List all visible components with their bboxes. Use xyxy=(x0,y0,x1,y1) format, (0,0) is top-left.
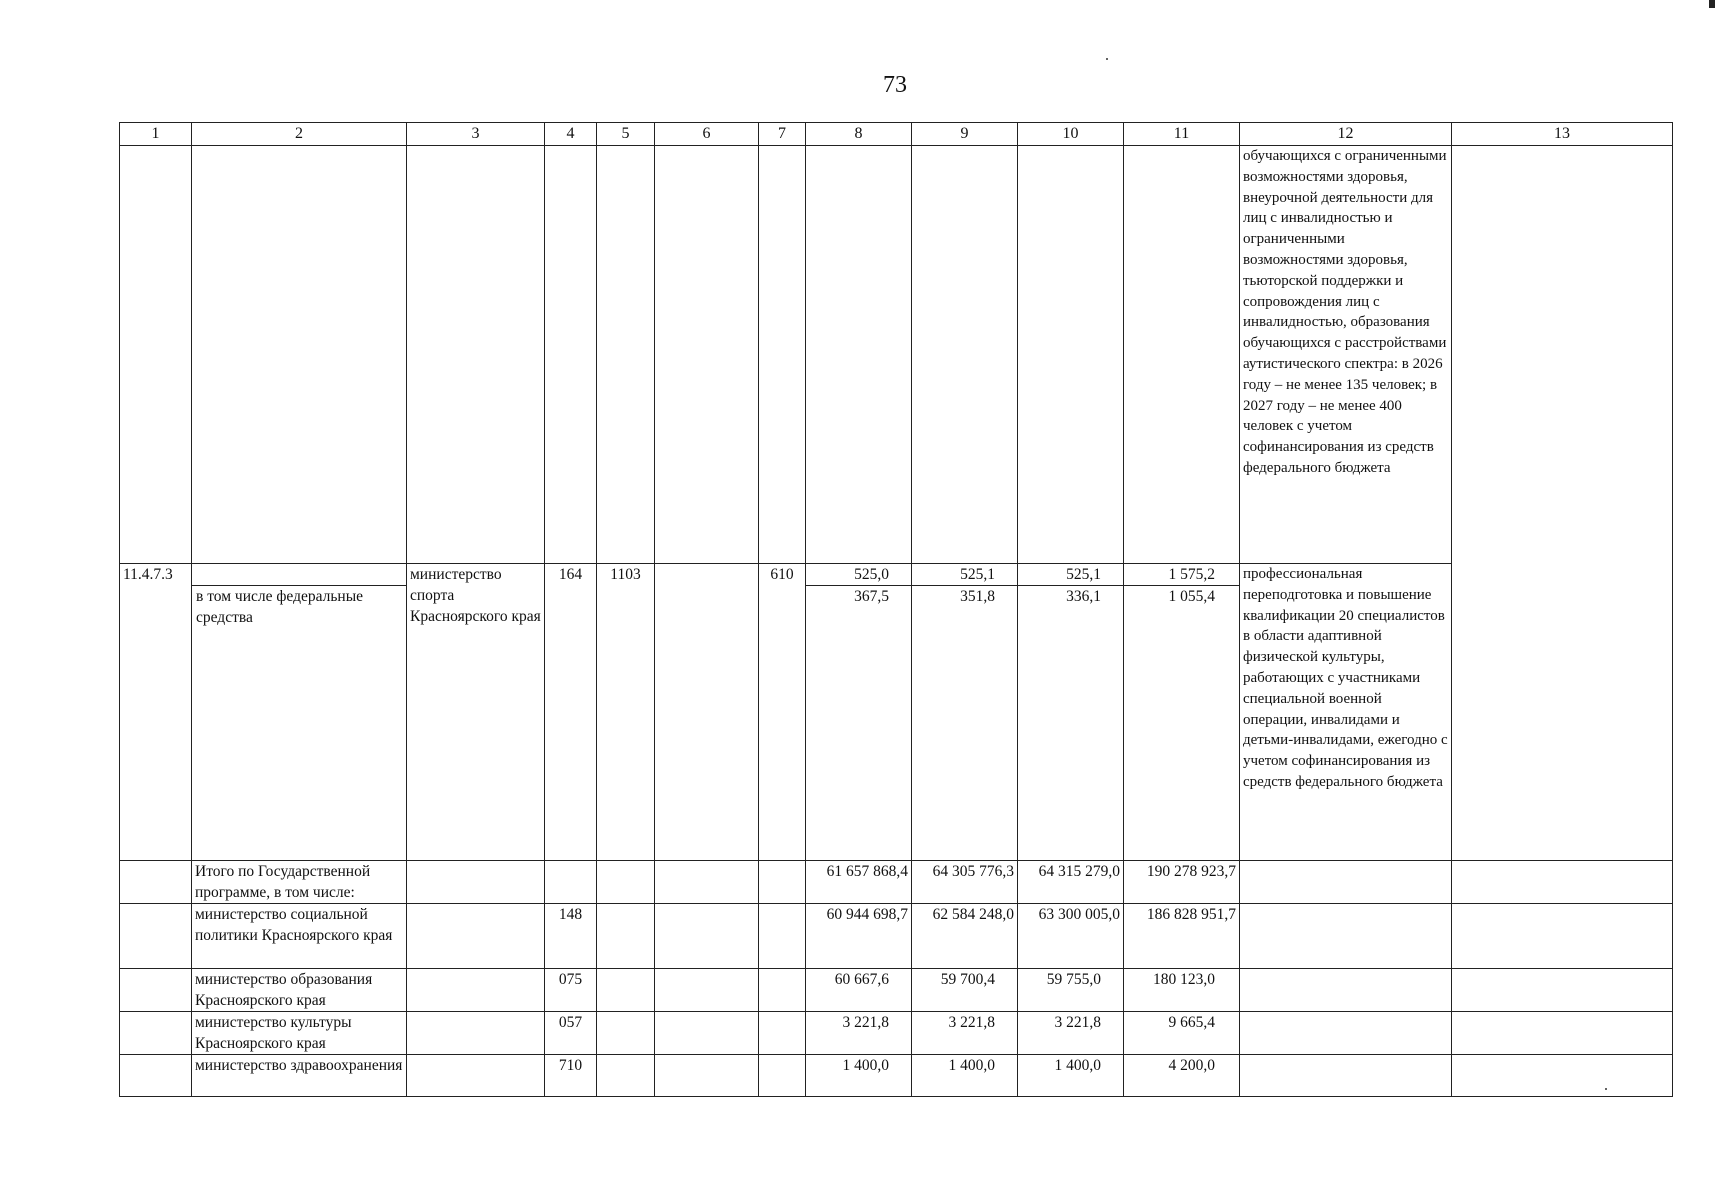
item-total-2026: 525,1 xyxy=(960,566,995,583)
summary-2025: 61 657 868,4 xyxy=(806,861,912,904)
item-rzpr: 1103 xyxy=(597,564,655,861)
summary-grbs: 075 xyxy=(545,969,597,1012)
summary-sum: 4 200,0 xyxy=(1124,1055,1240,1097)
item-row xyxy=(120,564,1673,861)
summary-row-health xyxy=(120,1055,1673,1097)
col-header: 4 xyxy=(545,123,597,146)
col-header: 13 xyxy=(1452,123,1673,146)
summary-2026: 59 700,4 xyxy=(912,969,1018,1012)
summary-2026: 1 400,0 xyxy=(912,1055,1018,1097)
summary-row-culture xyxy=(120,1012,1673,1055)
item-fed-sum: 1 055,4 xyxy=(1124,585,1239,607)
col-header: 11 xyxy=(1124,123,1240,146)
summary-label: министерство культуры Красноярского края xyxy=(192,1012,407,1055)
summary-2025: 60 944 698,7 xyxy=(806,904,912,969)
scan-corner-mark xyxy=(1709,0,1715,8)
summary-sum: 186 828 951,7 xyxy=(1124,904,1240,969)
summary-label: Итого по Государственной программе, в том числе: xyxy=(192,861,407,904)
item-total-2027: 525,1 xyxy=(1066,566,1101,583)
item-result-text: профессиональная переподготовка и повышение квалификации 20 специалистов в области адаптивной физической культуры, работающих с участниками специальной военной операции, инвалидами и детьми-инвалидами, ежегодно с учетом софинансирования из средств федерального бюджета xyxy=(1240,564,1452,861)
item-sub-label: в том числе федеральные средства xyxy=(192,585,406,628)
summary-grbs: 710 xyxy=(545,1055,597,1097)
summary-2027: 63 300 005,0 xyxy=(1018,904,1124,969)
summary-2025: 1 400,0 xyxy=(806,1055,912,1097)
summary-grbs: 057 xyxy=(545,1012,597,1055)
summary-2026: 64 305 776,3 xyxy=(912,861,1018,904)
col-header: 9 xyxy=(912,123,1018,146)
summary-2025: 3 221,8 xyxy=(806,1012,912,1055)
col-header: 2 xyxy=(192,123,407,146)
item-csr xyxy=(655,564,759,861)
summary-row-social-policy xyxy=(120,904,1673,969)
summary-2027: 1 400,0 xyxy=(1018,1055,1124,1097)
summary-row-education xyxy=(120,969,1673,1012)
col-header: 3 xyxy=(407,123,545,146)
item-total-2025: 525,0 xyxy=(854,566,889,583)
summary-2026: 62 584 248,0 xyxy=(912,904,1018,969)
summary-grbs: 148 xyxy=(545,904,597,969)
summary-sum: 190 278 923,7 xyxy=(1124,861,1240,904)
page-number: 73 xyxy=(883,72,907,98)
summary-label: министерство образования Красноярского края xyxy=(192,969,407,1012)
continuation-result-text: обучающихся с ограниченными возможностями здоровья, внеурочной деятельности для лиц с инвалидностью и ограниченными возможностями здоровья, тьюторской поддержки и сопровождения лиц с инвалидностью, образования обучающихся с расстройствами аутистического спектра: в 2026 году – не менее 135 человек; в 2027 году – не менее 400 человек с учетом софинансирования из средств федерального бюджета xyxy=(1240,146,1452,564)
summary-2025: 60 667,6 xyxy=(806,969,912,1012)
scan-speck xyxy=(1106,58,1108,60)
col-header: 1 xyxy=(120,123,192,146)
summary-grbs xyxy=(545,861,597,904)
col-header: 12 xyxy=(1240,123,1452,146)
col-header: 7 xyxy=(759,123,806,146)
summary-sum: 9 665,4 xyxy=(1124,1012,1240,1055)
item-fed-2026: 351,8 xyxy=(912,585,1017,607)
summary-2026: 3 221,8 xyxy=(912,1012,1018,1055)
column-number-row xyxy=(120,123,1673,146)
item-fed-2027: 336,1 xyxy=(1018,585,1123,607)
summary-label: министерство здравоохранения xyxy=(192,1055,407,1097)
item-executor: министерство спорта Красноярского края xyxy=(407,564,545,861)
col-header: 5 xyxy=(597,123,655,146)
budget-table xyxy=(119,122,1673,1097)
summary-row-total xyxy=(120,861,1673,904)
item-grbs: 164 xyxy=(545,564,597,861)
col-header: 8 xyxy=(806,123,912,146)
summary-2027: 59 755,0 xyxy=(1018,969,1124,1012)
item-code: 11.4.7.3 xyxy=(120,564,192,861)
item-fed-2025: 367,5 xyxy=(806,585,911,607)
summary-2027: 64 315 279,0 xyxy=(1018,861,1124,904)
summary-label: министерство социальной политики Красноярского края xyxy=(192,904,407,969)
item-vr: 610 xyxy=(759,564,806,861)
col-header: 6 xyxy=(655,123,759,146)
summary-2027: 3 221,8 xyxy=(1018,1012,1124,1055)
continuation-row xyxy=(120,146,1673,564)
item-total-sum: 1 575,2 xyxy=(1168,566,1215,583)
col-header: 10 xyxy=(1018,123,1124,146)
summary-sum: 180 123,0 xyxy=(1124,969,1240,1012)
